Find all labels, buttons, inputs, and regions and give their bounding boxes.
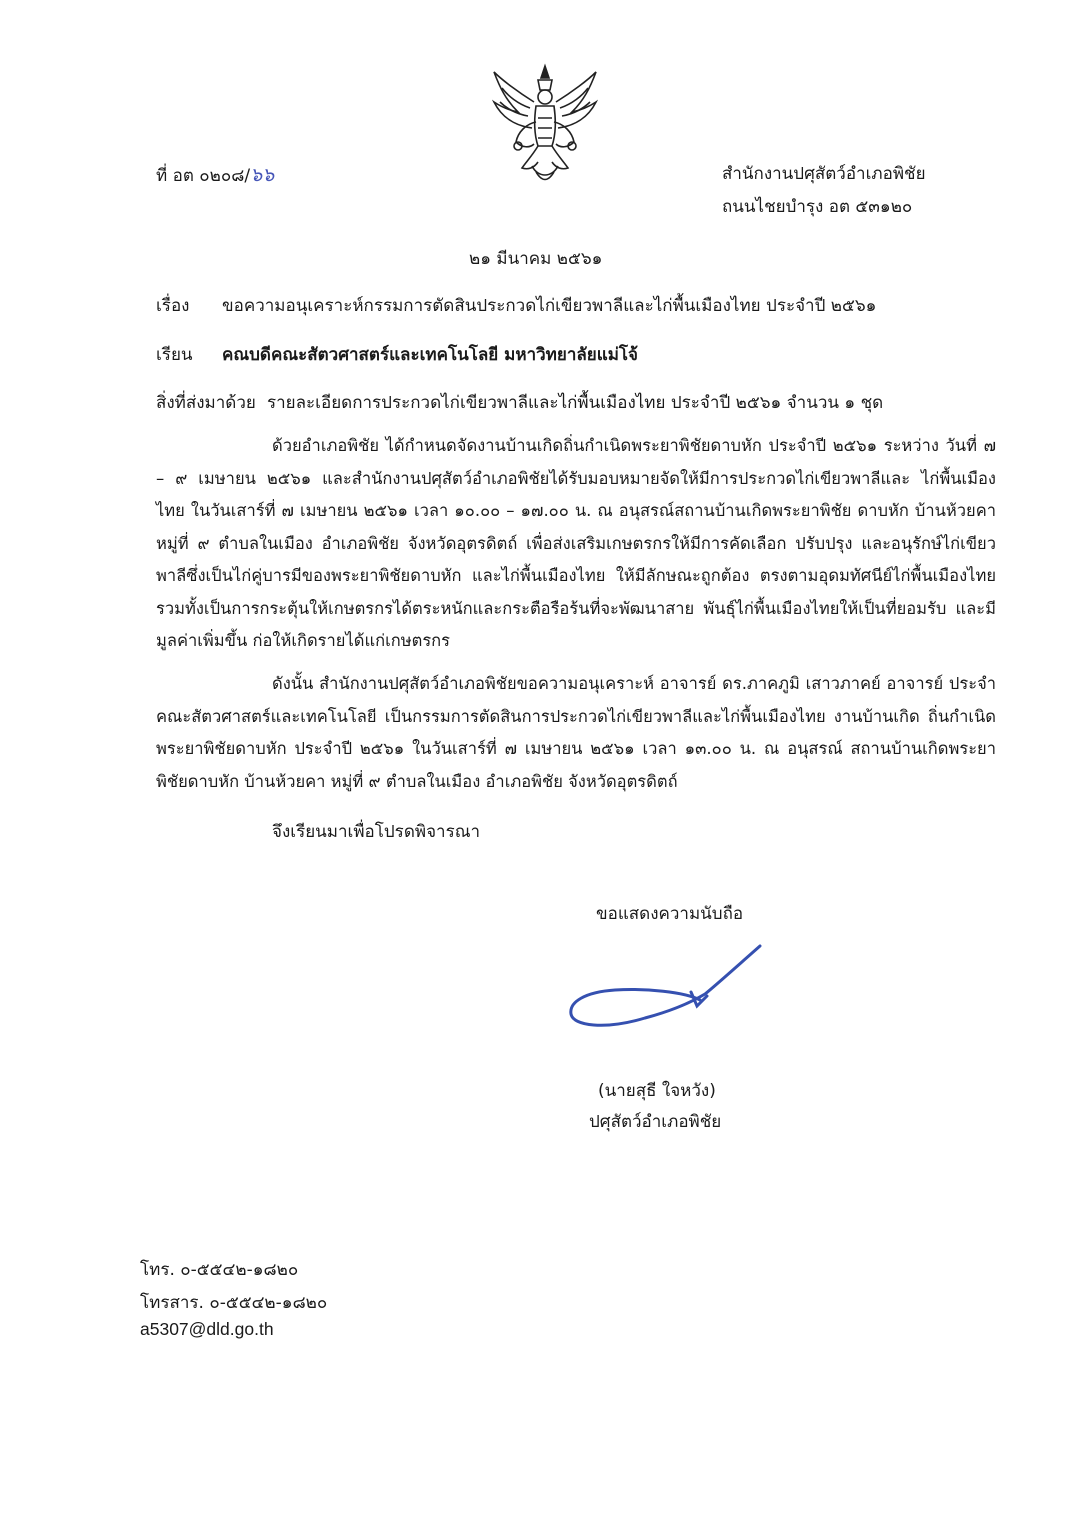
footer-fax: โทรสาร. ๐-๕๕๔๒-๑๘๒๐ bbox=[140, 1293, 328, 1313]
enclosure-text: รายละเอียดการประกวดไก่เขียวพาลีและไก่พื้นเมืองไทย ประจำปี ๒๕๖๑ จำนวน ๑ ชุด bbox=[267, 393, 884, 413]
closing-line: จึงเรียนมาเพื่อโปรดพิจารณา bbox=[272, 822, 481, 842]
body-paragraph-2 bbox=[156, 668, 996, 798]
reference-prefix: ที่ อต ๐๒๐๘/ bbox=[156, 166, 251, 186]
letter-date: ๒๑ มีนาคม ๒๕๖๑ bbox=[469, 249, 603, 269]
garuda-emblem bbox=[488, 62, 602, 184]
enclosure-label: สิ่งที่ส่งมาด้วย bbox=[156, 393, 256, 413]
reference-handwritten: ๖๖ bbox=[250, 164, 275, 186]
signature bbox=[565, 940, 765, 1050]
footer-email: a5307@dld.go.th bbox=[140, 1319, 274, 1339]
body-paragraph-2-text: ดังนั้น สำนักงานปศุสัตว์อำเภอพิชัยขอความอนุเคราะห์ อาจารย์ ดร.ภาคภูมิ เสาวภาคย์ อาจารย์ ประจำคณะสัตวศาสตร์และเทคโนโลยี เป็นกรรมการตัดสินการประกวดไก่เขียวพาลีและไก่พื้นเมืองไทย งานบ้านเกิด ถิ่นกำเนิดพระยาพิชัยดาบหัก ประจำปี ๒๕๖๑ ในวันเสาร์ที่ ๗ เมษายน ๒๕๖๑ เวลา ๑๓.๐๐ น. ณ อนุสรณ์ สถานบ้านเกิดพระยาพิชัยดาบหัก บ้านห้วยคา หมู่ที่ ๙ ตำบลในเมือง อำเภอพิชัย จังหวัดอุตรดิตถ์ bbox=[156, 674, 996, 791]
body-paragraph-1-text: ด้วยอำเภอพิชัย ได้กำหนดจัดงานบ้านเกิดถิ่นกำเนิดพระยาพิชัยดาบหัก ประจำปี ๒๕๖๑ ระหว่าง วันที่ ๗ – ๙ เมษายน ๒๕๖๑ และสำนักงานปศุสัตว์อำเภอพิชัยได้รับมอบหมายจัดให้มีการประกวดไก่เขียวพาลีและ ไก่พื้นเมืองไทย ในวันเสาร์ที่ ๗ เมษายน ๒๕๖๑ เวลา ๑๐.๐๐ – ๑๗.๐๐ น. ณ อนุสรณ์สถานบ้านเกิดพระยาพิชัย ดาบหัก บ้านห้วยคา หมู่ที่ ๙ ตำบลในเมือง อำเภอพิชัย จังหวัดอุตรดิตถ์ เพื่อส่งเสริมเกษตรกรให้มีการคัดเลือก ปรับปรุง และอนุรักษ์ไก่เขียวพาลีซึ่งเป็นไก่คู่บารมีของพระยาพิชัยดาบหัก และไก่พื้นเมืองไทย ให้มีลักษณะถูกต้อง ตรงตามอุดมทัศนีย์ไก่พื้นเมืองไทย รวมทั้งเป็นการกระตุ้นให้เกษตรกรได้ตระหนักและกระตือรือร้นที่จะพัฒนาสาย พันธุ์ไก่พื้นเมืองไทยให้เป็นที่ยอมรับ และมีมูลค่าเพิ่มขึ้น ก่อให้เกิดรายได้แก่เกษตรกร bbox=[156, 436, 996, 650]
recipient-label: เรียน bbox=[156, 345, 193, 365]
complimentary-close: ขอแสดงความนับถือ bbox=[596, 904, 744, 924]
footer-tel: โทร. ๐-๕๕๔๒-๑๘๒๐ bbox=[140, 1260, 299, 1280]
recipient-text: คณบดีคณะสัตวศาสตร์และเทคโนโลยี มหาวิทยาลัยแม่โจ้ bbox=[222, 345, 639, 365]
signer-name: (นายสุธี ใจหวัง) bbox=[598, 1081, 716, 1101]
subject-label: เรื่อง bbox=[156, 296, 190, 316]
subject-text: ขอความอนุเคราะห์กรรมการตัดสินประกวดไก่เขียวพาลีและไก่พื้นเมืองไทย ประจำปี ๒๕๖๑ bbox=[222, 296, 877, 316]
office-name: สำนักงานปศุสัตว์อำเภอพิชัย bbox=[722, 164, 926, 184]
reference-number bbox=[156, 160, 274, 190]
signer-position: ปศุสัตว์อำเภอพิชัย bbox=[589, 1112, 722, 1132]
body-paragraph-1 bbox=[156, 430, 996, 658]
office-address: ถนนไชยบำรุง อต ๕๓๑๒๐ bbox=[722, 197, 913, 217]
